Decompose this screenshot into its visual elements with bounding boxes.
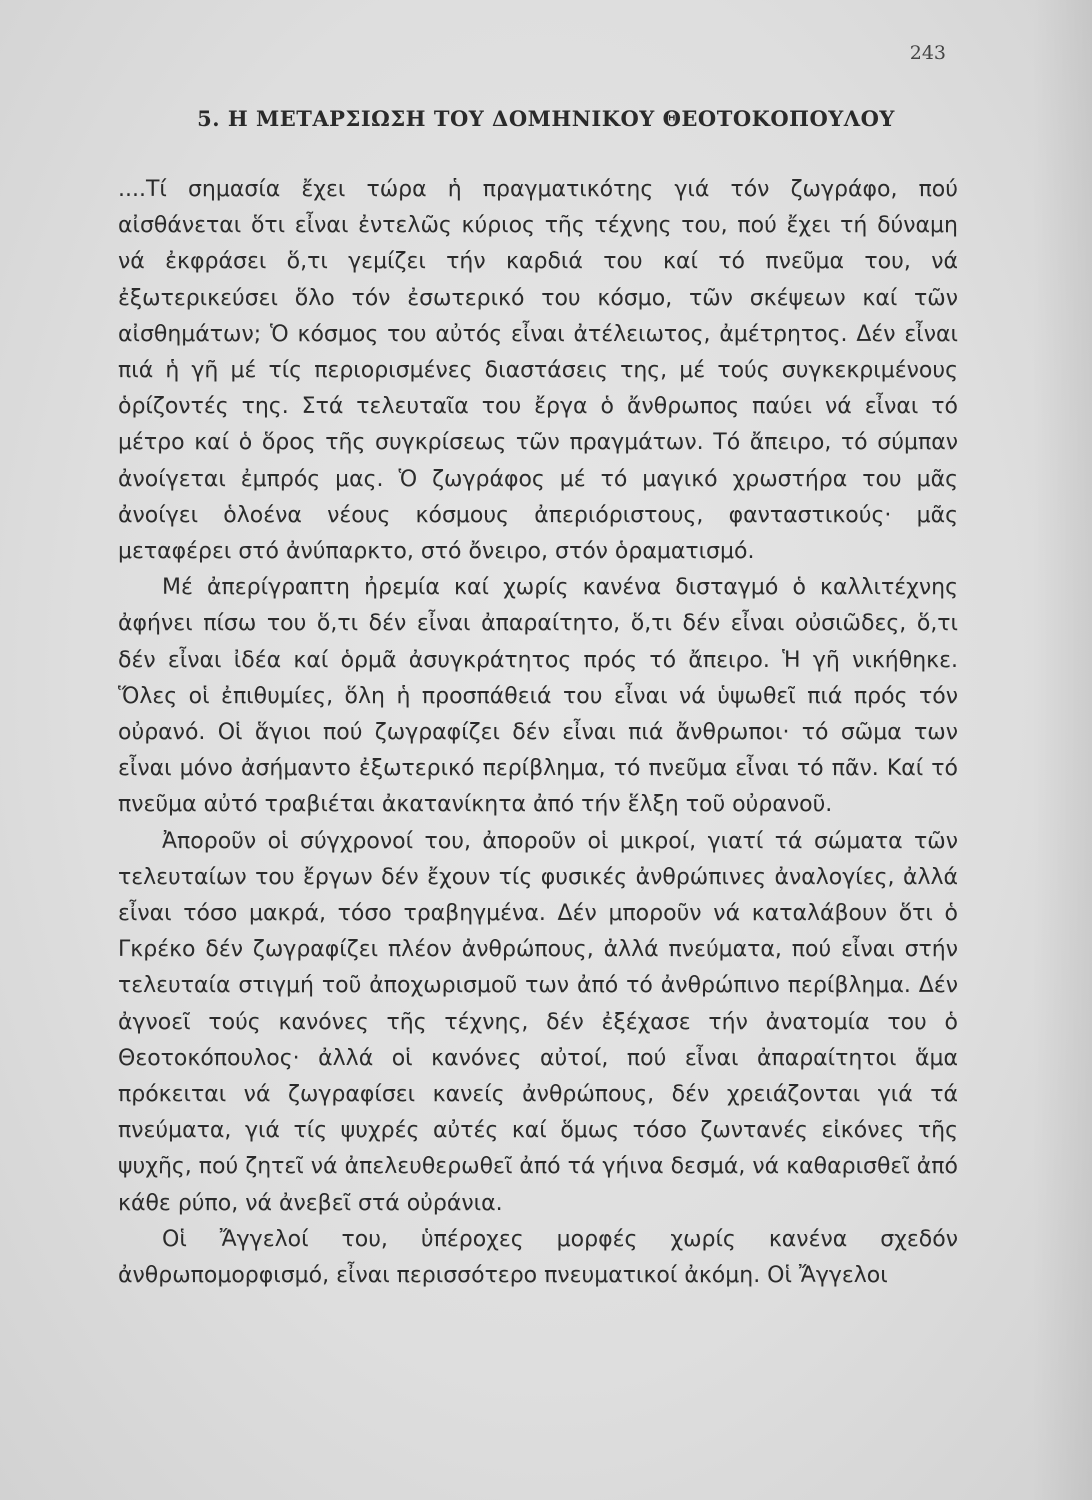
page-number: 243	[909, 42, 946, 64]
paragraph-3: Ἀποροῦν οἱ σύγχρονοί του, ἀποροῦν οἱ μικροί, γιατί τά σώματα τῶν τελευταίων του ἔργων δέν ἔχουν τίς φυσικές ἀνθρώπινες ἀναλογίες, ἀλλά εἶναι τόσο μακρά, τόσο τραβηγμένα. Δέν μποροῦν νά καταλάβουν ὅτι ὁ Γκρέκο δέν ζωγραφίζει πλέον ἀνθρώπους, ἀλλά πνεύματα, πού εἶναι στήν τελευταία στιγμή τοῦ ἀποχωρισμοῦ των ἀπό τό ἀνθρώπινο περίβλημα. Δέν ἀγνοεῖ τούς κανόνες τῆς τέχνης, δέν ἐξέχασε τήν ἀνατομία του ὁ Θεοτοκόπουλος· ἀλλά οἱ κανόνες αὐτοί, πού εἶναι ἀπαραίτητοι ἅμα πρόκειται νά ζωγραφίσει κανείς ἀνθρώπους, δέν χρειάζονται γιά τά πνεύματα, γιά τίς ψυχρές αὐτές καί ὅμως τόσο ζωντανές εἰκόνες τῆς ψυχῆς, πού ζητεῖ νά ἀπελευθερωθεῖ ἀπό τά γήινα δεσμά, νά καθαρισθεῖ ἀπό κάθε ρύπο, νά ἀνεβεῖ στά οὐράνια.	[118, 828, 958, 1216]
section-heading: 5. Η ΜΕΤΑΡΣΙΩΣΗ ΤΟΥ ΔΟΜΗΝΙΚΟΥ ΘΕΟΤΟΚΟΠΟΥΛΟΥ	[197, 106, 895, 131]
paragraph-1: ....Τί σημασία ἔχει τώρα ἡ πραγματικότης γιά τόν ζωγράφο, πού αἰσθάνεται ὅτι εἶναι ἐντελῶς κύριος τῆς τέχνης του, πού ἔχει τή δύναμη νά ἐκφράσει ὅ,τι γεμίζει τήν καρδιά του καί τό πνεῦμα του, νά ἐξωτερικεύσει ὅλο τόν ἐσωτερικό του κόσμο, τῶν σκέψεων καί τῶν αἰσθημάτων; Ὁ κόσμος του αὐτός εἶναι ἀτέλειωτος, ἀμέτρητος. Δέν εἶναι πιά ἡ γῆ μέ τίς περιορισμένες διαστάσεις της, μέ τούς συγκεκριμένους ὁρίζοντές της. Στά τελευταῖα του ἔργα ὁ ἄνθρωπος παύει νά εἶναι τό μέτρο καί ὁ ὅρος τῆς συγκρίσεως τῶν πραγμάτων. Τό ἄπειρο, τό σύμπαν ἀνοίγεται ἐμπρός μας. Ὁ ζωγράφος μέ τό μαγικό χρωστήρα του μᾶς ἀνοίγει ὁλοένα νέους κόσμους ἀπεριόριστους, φανταστικούς· μᾶς μεταφέρει στό ἀνύπαρκτο, στό ὄνειρο, στόν ὁραματισμό.	[118, 177, 958, 565]
paragraph-4: Οἱ Ἄγγελοί του, ὑπέροχες μορφές χωρίς κανένα σχεδόν ἀνθρωπομορφισμό, εἶναι περισσότερο πνευματικοί ἀκόμη. Οἱ Ἄγγελοι	[118, 1226, 958, 1289]
paragraph-2: Μέ ἀπερίγραπτη ἠρεμία καί χωρίς κανένα δισταγμό ὁ καλλιτέχνης ἀφήνει πίσω του ὅ,τι δέν εἶναι ἀπαραίτητο, ὅ,τι δέν εἶναι οὐσιῶδες, ὅ,τι δέν εἶναι ἰδέα καί ὁρμᾶ ἀσυγκράτητος πρός τό ἄπειρο. Ἡ γῆ νικήθηκε. Ὅλες οἱ ἐπιθυμίες, ὅλη ἡ προσπάθειά του εἶναι νά ὑψωθεῖ πιά πρός τόν οὐρανό. Οἱ ἅγιοι πού ζωγραφίζει δέν εἶναι πιά ἄνθρωποι· τό σῶμα των εἶναι μόνο ἀσήμαντο ἐξωτερικό περίβλημα, τό πνεῦμα εἶναι τό πᾶν. Καί τό πνεῦμα αὐτό τραβιέται ἀκατανίκητα ἀπό τήν ἕλξη τοῦ οὐρανοῦ.	[118, 575, 958, 818]
page-edge-shadow	[1032, 0, 1092, 1500]
body-text	[118, 172, 958, 1294]
